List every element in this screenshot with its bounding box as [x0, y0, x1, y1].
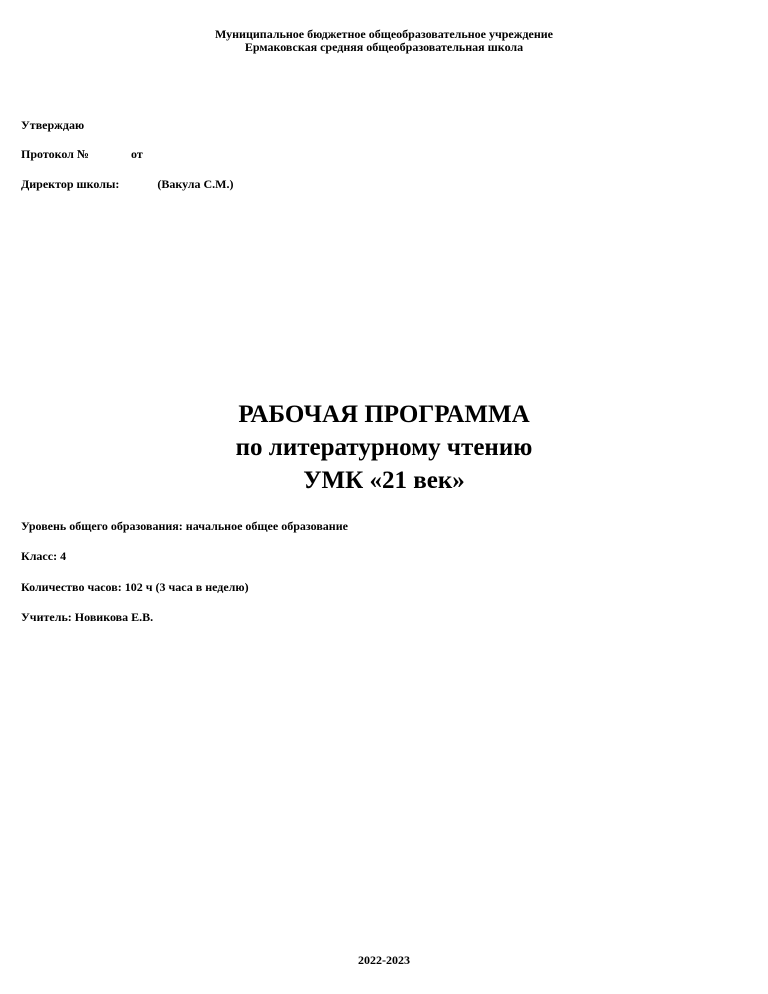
- school-header-line-2: Ермаковская средняя общеобразовательная школа: [244, 40, 524, 54]
- director-label: Директор школы:: [21, 177, 120, 191]
- info-hours: Количество часов: 102 ч (3 часа в неделю): [21, 580, 249, 594]
- program-title-line-3: УМК «21 век»: [303, 467, 465, 494]
- info-level: Уровень общего образования: начальное общее образование: [21, 519, 348, 533]
- program-title: [0, 398, 768, 497]
- school-header-line-1: Муниципальное бюджетное общеобразовательное учреждение: [214, 27, 554, 41]
- program-title-line-1: РАБОЧАЯ ПРОГРАММА: [238, 401, 530, 428]
- info-class: Класс: 4: [21, 549, 67, 563]
- approval-approve: Утверждаю: [21, 118, 85, 132]
- approval-protocol: [21, 147, 143, 161]
- academic-years: 2022-2023: [358, 953, 410, 967]
- protocol-label: Протокол №: [21, 147, 89, 161]
- program-title-line-2: по литературному чтению: [235, 434, 533, 461]
- protocol-from: от: [130, 147, 143, 161]
- info-teacher: Учитель: Новикова Е.В.: [21, 610, 154, 624]
- approval-director: [21, 177, 234, 191]
- school-header: [0, 28, 768, 54]
- director-name: (Вакула С.М.): [157, 177, 234, 191]
